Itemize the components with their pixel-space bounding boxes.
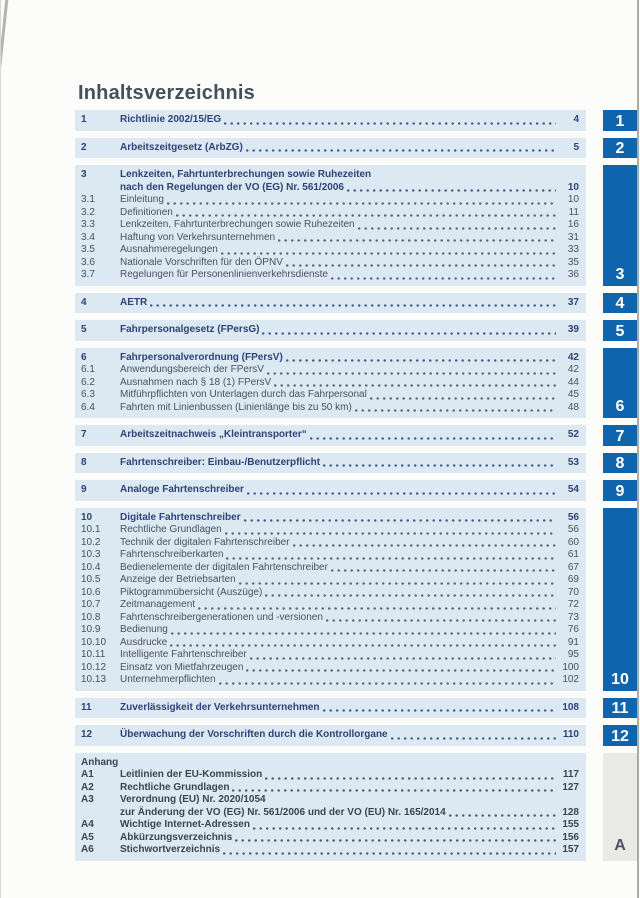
dot-leader (286, 264, 556, 267)
toc-block-4 (75, 293, 586, 314)
dot-leader (250, 657, 556, 660)
dot-leader (198, 607, 556, 610)
toc-entry-line (78, 624, 581, 637)
page-number: 73 (567, 611, 579, 623)
entry-title: Lenkzeiten, Fahrtunterbrechungen sowie Ruhezeiten (120, 219, 355, 230)
chapter-tab-1 (603, 110, 637, 131)
entry-title: Überwachung der Vorschriften durch die Kontrollorgane (120, 729, 388, 740)
page-number: 72 (567, 599, 579, 610)
page-number: 56 (567, 524, 579, 535)
page-number: 52 (567, 429, 579, 440)
toc-block-6 (75, 348, 586, 419)
page-number: 70 (567, 586, 579, 598)
chapter-tab-4 (603, 293, 637, 314)
toc-entry-line (78, 819, 581, 832)
page-number: 16 (567, 219, 579, 230)
dot-leader (278, 239, 556, 242)
toc-entry-line (78, 524, 581, 537)
entry-number: 10.9 (81, 624, 101, 635)
page-number: 10 (567, 181, 579, 193)
entry-number: 3.7 (81, 269, 95, 280)
page-number: 39 (567, 324, 579, 335)
entry-number: 11 (81, 701, 92, 713)
entry-number: 3.1 (81, 194, 95, 205)
entry-number: 10.10 (81, 636, 107, 648)
dot-leader (331, 569, 556, 572)
dot-leader (239, 582, 556, 585)
toc-entry-line (78, 269, 581, 282)
chapter-tab-6 (603, 348, 637, 419)
entry-number: 3.5 (81, 244, 95, 255)
entry-number: 3.3 (81, 219, 95, 230)
entry-title: Abkürzungsverzeichnis (120, 831, 233, 843)
entry-title: Analoge Fahrtenschreiber (120, 484, 244, 495)
dot-leader (274, 384, 556, 387)
toc-entry-line (78, 324, 581, 337)
entry-number: 10.8 (81, 611, 101, 623)
chapter-tab-5 (603, 320, 637, 341)
entry-number: 3.6 (81, 256, 95, 268)
toc-entry-line (78, 562, 581, 575)
toc-entry-line (78, 377, 581, 390)
entry-number: A2 (81, 781, 94, 793)
entry-title: Lenkzeiten, Fahrtunterbrechungen sowie Ruhezeiten (120, 169, 372, 180)
entry-number: 10.7 (81, 599, 101, 610)
entry-title: Arbeitszeitgesetz (ArbZG) (120, 141, 243, 153)
page-number: 11 (568, 206, 579, 218)
toc-entry-line (78, 402, 581, 415)
toc-entry-line (78, 244, 581, 257)
dot-leader (293, 544, 556, 547)
dot-leader (224, 122, 556, 125)
toc-entry-line (78, 182, 581, 195)
entry-title: Rechtliche Grundlagen (120, 524, 222, 535)
entry-title: Haftung von Verkehrsunternehmen (120, 231, 276, 243)
entry-number: A6 (81, 844, 94, 855)
toc-block-9 (75, 480, 586, 501)
dot-leader (265, 777, 556, 780)
dot-leader (267, 372, 556, 375)
page-number: 127 (562, 781, 579, 793)
dot-leader (170, 644, 556, 647)
toc-entry-line (78, 364, 581, 377)
entry-title: Regelungen für Personenlinienverkehrsdienste (120, 269, 328, 280)
entry-title: Arbeitszeitnachweis „Kleintransporter“ (120, 429, 307, 440)
toc-entry-line (78, 844, 581, 857)
page-number: 155 (562, 819, 579, 830)
entry-title: Fahrpersonalgesetz (FPersG) (120, 324, 260, 335)
entry-title: AETR (120, 296, 148, 308)
toc-entry-line (78, 389, 581, 402)
toc-entry-line (78, 794, 581, 807)
entry-title: Verordnung (EU) Nr. 2020/1054 (120, 794, 266, 805)
entry-title: Leitlinien der EU-Kommission (120, 769, 263, 780)
entry-title: Definitionen (120, 206, 173, 218)
dot-leader (323, 709, 556, 712)
entry-number: A4 (81, 819, 94, 830)
entry-title: nach den Regelungen der VO (EG) Nr. 561/2006 (120, 181, 344, 193)
tab-label: 12 (611, 727, 629, 745)
entry-number: A5 (81, 831, 94, 843)
page-number: 69 (567, 574, 579, 585)
tab-label: 9 (615, 482, 625, 500)
page-number: 5 (573, 141, 579, 153)
entry-title: Ausdrucke (120, 636, 168, 648)
toc-entry-line (78, 429, 581, 442)
entry-number: 4 (81, 296, 87, 308)
toc-entry-line (78, 599, 581, 612)
page-number: 110 (562, 729, 579, 740)
entry-number: A3 (81, 794, 94, 805)
toc-entry-line (78, 484, 581, 497)
dot-leader (247, 492, 556, 495)
chapter-tab-8 (603, 453, 637, 474)
scan-artifact-corner (0, 0, 9, 68)
entry-title: Zeitmanagement (120, 599, 196, 610)
toc-entry-line (78, 587, 581, 600)
entry-number: 7 (81, 429, 87, 440)
toc-entry-line (78, 729, 581, 742)
dot-leader (331, 277, 556, 280)
dot-leader (391, 737, 556, 740)
dot-leader (244, 519, 556, 522)
chapter-tab-3 (603, 165, 637, 286)
entry-number: 10.4 (81, 561, 101, 573)
toc-entry-line (78, 782, 581, 795)
toc-block-1 (75, 110, 586, 131)
entry-title: Fahrten mit Linienbussen (Linienlänge bis zu 50 km) (120, 401, 352, 413)
tab-label: 1 (615, 112, 625, 130)
entry-number: 10.2 (81, 536, 101, 548)
dot-leader (286, 359, 556, 362)
scan-artifact-right-edge (637, 0, 639, 898)
toc-entry-line (78, 649, 581, 662)
entry-title: Fahrtenschreibergenerationen und -versionen (120, 611, 323, 623)
page-title: Inhaltsverzeichnis (78, 82, 255, 104)
entry-title: Ausnahmeregelungen (120, 244, 218, 255)
page-number: 156 (562, 831, 579, 843)
page-number: 76 (567, 624, 579, 635)
tab-label: 3 (615, 265, 625, 283)
dot-leader (232, 789, 556, 792)
entry-title: Piktogrammübersicht (Auszüge) (120, 586, 263, 598)
page-number: 35 (567, 256, 579, 268)
dot-leader (326, 619, 556, 622)
tab-label: 10 (611, 670, 629, 688)
entry-title: Richtlinie 2002/15/EG (120, 114, 222, 125)
toc-block-8 (75, 453, 586, 474)
toc-entry-line (78, 207, 581, 220)
toc-entry-line (78, 702, 581, 715)
entry-number: 6.1 (81, 364, 95, 375)
entry-title: Fahrpersonalverordnung (FPersV) (120, 351, 283, 363)
dot-leader (167, 202, 556, 205)
toc-block-7 (75, 425, 586, 446)
entry-number: 3 (81, 169, 87, 180)
page-number: 4 (573, 114, 579, 125)
entry-title: Nationale Vorschriften für den ÖPNV (120, 256, 283, 268)
toc-entry-line (78, 232, 581, 245)
page-number: 33 (567, 244, 579, 255)
entry-number: A1 (81, 769, 94, 780)
page-number: 36 (567, 269, 579, 280)
dot-leader (310, 437, 556, 440)
toc-block-11 (75, 698, 586, 719)
tab-label: 7 (615, 427, 625, 445)
page-number: 45 (567, 389, 579, 400)
entry-title: Einleitung (120, 194, 164, 205)
page-number: 61 (567, 549, 579, 560)
dot-leader (355, 409, 556, 412)
chapter-tab-A (603, 753, 637, 861)
page-number: 42 (567, 351, 579, 363)
entry-number: 10.11 (81, 649, 106, 660)
tab-label: 8 (615, 455, 625, 472)
entry-title: Fahrtenschreiber: Einbau-/Benutzerpflicht (120, 456, 321, 468)
entry-title: Digitale Fahrtenschreiber (120, 511, 241, 523)
entry-number: 5 (81, 324, 87, 335)
entry-number: 10.5 (81, 574, 101, 585)
dot-leader (235, 839, 556, 842)
tab-label: 5 (615, 322, 625, 340)
entry-title: Mitführpflichten von Unterlagen durch das Fahrpersonal (120, 389, 367, 400)
page-number: 117 (562, 769, 579, 780)
toc-block-2 (75, 138, 586, 159)
page-number: 67 (567, 561, 579, 573)
entry-number: 10.1 (81, 524, 101, 535)
page-number: 53 (567, 456, 579, 468)
dot-leader (246, 149, 556, 152)
toc-entry-line (78, 169, 581, 182)
entry-title: Stichwortverzeichnis (120, 844, 221, 855)
dot-leader (246, 669, 556, 672)
toc-entry-line (78, 194, 581, 207)
chapter-tab-11 (603, 698, 637, 719)
page-number: 95 (567, 649, 579, 660)
entry-number: 10.13 (81, 674, 107, 685)
toc-entry-line (78, 549, 581, 562)
entry-title: Einsatz von Mietfahrzeugen (120, 661, 244, 673)
page-number: 108 (562, 701, 579, 713)
toc-entry-line (78, 612, 581, 625)
tab-label: 11 (611, 700, 629, 717)
dot-leader (347, 189, 556, 192)
toc-entry-line (78, 457, 581, 470)
scan-artifact-left-edge (0, 0, 1, 898)
toc-block-A (75, 753, 586, 861)
toc-entry-line (78, 574, 581, 587)
toc-entry-line (78, 537, 581, 550)
tab-label: A (614, 836, 626, 854)
entry-title: Anwendungsbereich der FPersV (120, 364, 264, 375)
entry-title: Anzeige der Betriebsarten (120, 574, 236, 585)
dot-leader (221, 252, 556, 255)
chapter-tab-7 (603, 425, 637, 446)
toc-entry-line (78, 512, 581, 525)
dot-leader (225, 532, 556, 535)
page-number: 157 (562, 844, 579, 855)
toc-entry-line (78, 114, 581, 127)
entry-number: 10 (81, 511, 93, 523)
entry-title: Zuverlässigkeit der Verkehrsunternehmen (120, 701, 320, 713)
entry-title: Intelligente Fahrtenschreiber (120, 649, 247, 660)
dot-leader (150, 304, 556, 307)
toc-entry-line (78, 352, 581, 365)
page-number: 31 (567, 231, 579, 243)
toc-grid (75, 110, 637, 861)
entry-number: 2 (81, 141, 87, 153)
anhang-heading: Anhang (81, 756, 119, 768)
entry-title: Rechtliche Grundlagen (120, 781, 230, 793)
toc-block-3 (75, 165, 586, 286)
toc-entry-line (78, 662, 581, 675)
tab-label: 4 (615, 295, 625, 312)
chapter-tab-9 (603, 480, 637, 501)
page-number: 128 (562, 806, 579, 818)
entry-title: Unternehmerpflichten (120, 674, 216, 685)
entry-number: 6.2 (81, 376, 95, 388)
chapter-tab-12 (603, 725, 637, 746)
chapter-tab-10 (603, 508, 637, 691)
entry-number: 6 (81, 351, 87, 363)
dot-leader (176, 214, 556, 217)
toc-entry-line (78, 257, 581, 270)
entry-number: 10.3 (81, 549, 101, 560)
entry-number: 10.12 (81, 661, 107, 673)
page-number: 91 (567, 636, 579, 648)
entry-number: 10.6 (81, 586, 101, 598)
entry-title: zur Änderung der VO (EG) Nr. 561/2006 und der VO (EU) Nr. 165/2014 (120, 806, 446, 818)
toc-entry-line (78, 832, 581, 845)
entry-number: 6.3 (81, 389, 95, 400)
page-number: 102 (562, 674, 579, 685)
entry-title: Fahrtenschreiberkarten (120, 549, 224, 560)
page-number: 10 (567, 194, 579, 205)
entry-title: Ausnahmen nach § 18 (1) FPersV (120, 376, 272, 388)
dot-leader (323, 464, 556, 467)
page-number: 54 (567, 484, 579, 495)
toc-entry-line (78, 807, 581, 820)
page-number: 42 (567, 364, 579, 375)
dot-leader (171, 632, 556, 635)
tab-label: 2 (615, 140, 625, 157)
toc-entry-line (78, 769, 581, 782)
entry-title: Technik der digitalen Fahrtenschreiber (120, 536, 290, 548)
page-number: 56 (567, 511, 579, 523)
entry-number: 1 (81, 114, 87, 125)
entry-title: Wichtige Internet-Adressen (120, 819, 250, 830)
dot-leader (370, 397, 556, 400)
toc-entry-line (78, 219, 581, 232)
dot-leader (265, 594, 556, 597)
entry-number: 3.4 (81, 231, 95, 243)
entry-number: 9 (81, 484, 87, 495)
dot-leader (449, 814, 556, 817)
toc-entry-line (78, 637, 581, 650)
page-number: 60 (567, 536, 579, 548)
toc-block-5 (75, 320, 586, 341)
entry-number: 12 (81, 729, 93, 740)
page-number: 100 (562, 661, 579, 673)
dot-leader (219, 682, 556, 685)
toc-block-10 (75, 508, 586, 691)
entry-number: 3.2 (81, 206, 95, 218)
page-number: 48 (567, 401, 579, 413)
page-number: 37 (567, 296, 579, 308)
dot-leader (358, 227, 556, 230)
dot-leader (223, 852, 556, 855)
entry-number: 6.4 (81, 401, 95, 413)
toc-entry-line (78, 142, 581, 155)
page-number: 44 (567, 376, 579, 388)
chapter-tab-2 (603, 138, 637, 159)
toc-entry-line (78, 674, 581, 687)
dot-leader (226, 557, 556, 560)
toc-entry-line (78, 297, 581, 310)
entry-title: Bedienelemente der digitalen Fahrtenschreiber (120, 561, 328, 573)
entry-title: Bedienung (120, 624, 168, 635)
toc-block-12 (75, 725, 586, 746)
tab-label: 6 (615, 398, 625, 415)
dot-leader (262, 332, 556, 335)
dot-leader (253, 827, 556, 830)
entry-number: 8 (81, 456, 87, 468)
